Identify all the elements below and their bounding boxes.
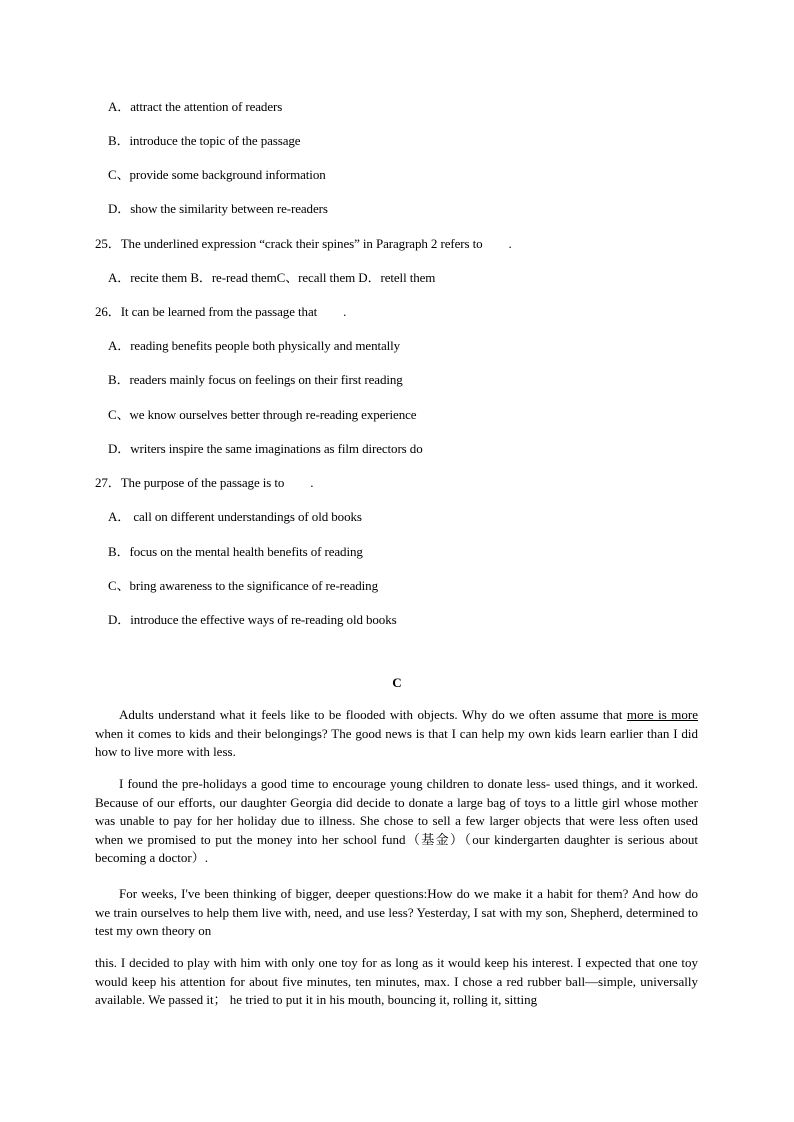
paragraph-1-text-b: when it comes to kids and their belongings? The good news is that I can help my own kids learn earlier than I did how to live more with less.: [95, 725, 698, 759]
q27-stem-end: .: [310, 475, 314, 490]
underlined-expression: more is more: [626, 707, 699, 722]
q27-option-d: D．introduce the effective ways of re-reading old books: [108, 612, 397, 627]
paragraph-2: [95, 775, 698, 868]
q26-option-b: B．readers mainly focus on feelings on their first reading: [108, 372, 403, 387]
paragraph-4-text: this. I decided to play with him with only one toy for as long as it would keep his interest. I expected that one toy would keep his attention for about five minutes, ten minutes, max. I chose a red rubber ball—simple, universally available. We passed it； he tried to put it in his mouth, bouncing it, rolling it, sitting: [95, 955, 698, 1007]
q25-stem: [95, 233, 512, 252]
q26-option-a: A．reading benefits people both physically and mentally: [108, 338, 401, 353]
paragraph-1: [95, 706, 698, 762]
q25-options: A．recite them B．re-read themC、recall them D．retell them: [108, 270, 436, 285]
q26-stem-text: 26．It can be learned from the passage that: [95, 304, 318, 319]
q27-stem: [95, 472, 313, 491]
q26-option-c: C、we know ourselves better through re-reading experience: [108, 407, 417, 422]
q25-stem-text: 25．The underlined expression “crack their spines” in Paragraph 2 refers to: [95, 236, 483, 251]
q27-option-a: A． call on different understandings of old books: [108, 509, 362, 524]
paragraph-3-text: For weeks, I've been thinking of bigger, deeper questions:How do we make it a habit for them? And how do we train ourselves to help them live with, need, and use less? Yesterday, I sat with my son, Shepherd, determined to test my own theory on: [95, 886, 698, 938]
section-heading: C: [392, 675, 402, 690]
q24-option-b: B．introduce the topic of the passage: [108, 133, 301, 148]
paragraph-4: [95, 954, 698, 1010]
q25-stem-end: .: [508, 236, 512, 251]
paragraph-2-text: I found the pre-holidays a good time to encourage young children to donate less- used things, and it worked. Because of our efforts, our daughter Georgia did decide to donate a large bag of toys to a little girl whose mother was unable to pay for her holiday due to illness. She chose to sell a few larger objects that were less often used when we promised to put the money into her school fund（基金）（our kindergarten daughter is serious about becoming a doctor）.: [95, 776, 698, 865]
q24-option-d: D．show the similarity between re-readers: [108, 201, 328, 216]
q27-option-b: B．focus on the mental health benefits of reading: [108, 544, 363, 559]
q24-option-a: A．attract the attention of readers: [108, 99, 283, 114]
q24-option-c: C、provide some background information: [108, 167, 326, 182]
q27-option-c: C、bring awareness to the significance of re-reading: [108, 578, 378, 593]
q26-stem: [95, 301, 346, 320]
paragraph-1-text-a: Adults understand what it feels like to be flooded with objects. Why do we often assume that: [119, 707, 627, 722]
q27-stem-text: 27．The purpose of the passage is to: [95, 475, 285, 490]
q26-option-d: D．writers inspire the same imaginations as film directors do: [108, 441, 423, 456]
q26-stem-end: .: [343, 304, 347, 319]
paragraph-3: [95, 885, 698, 941]
